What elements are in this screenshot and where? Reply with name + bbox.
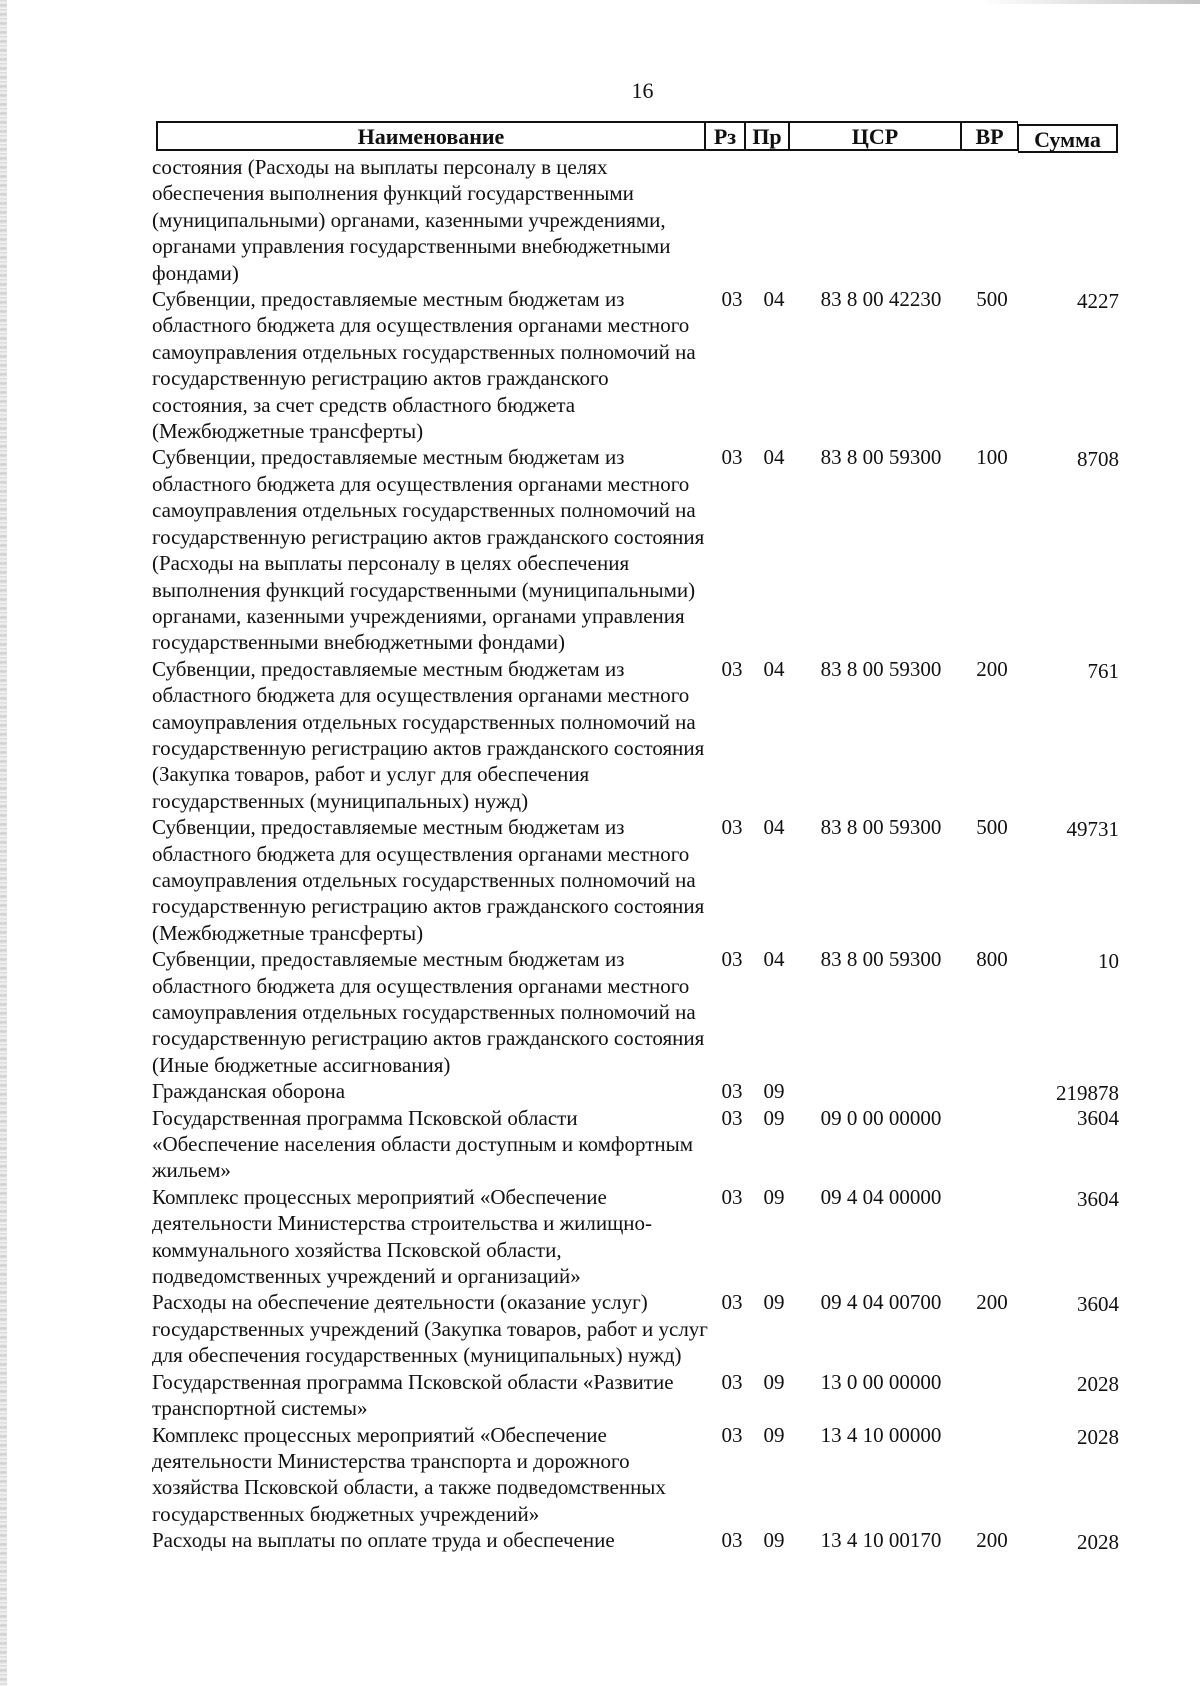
table-header bbox=[152, 121, 1120, 154]
row-rz: 03 bbox=[721, 1184, 743, 1209]
row-name: Государственная программа Псковской области «Развитие транспортной системы» bbox=[152, 1369, 674, 1421]
budget-table bbox=[152, 121, 1120, 1554]
row-name: Комплекс процессных мероприятий «Обеспечение деятельности Министерства строительства и жилищно-коммунального хозяйства Псковской области, подведомственных учреждений и организаций» bbox=[152, 1184, 652, 1289]
row-csr: 09 4 04 00000 bbox=[820, 1184, 942, 1209]
row-sum: 4227 bbox=[1077, 289, 1119, 314]
row-name: Комплекс процессных мероприятий «Обеспечение деятельности Министерства транспорта и дорожного хозяйства Псковской области, а также подведомственных государственных бюджетных учреждений» bbox=[152, 1422, 666, 1526]
row-vr: 800 bbox=[976, 947, 1008, 972]
row-pr: 04 bbox=[763, 947, 785, 972]
table-row bbox=[152, 1105, 1120, 1184]
row-sum: 10 bbox=[1098, 949, 1119, 974]
table-row bbox=[152, 1184, 1120, 1290]
row-name: Субвенции, предоставляемые местным бюджетам из областного бюджета для осуществления органами местного самоуправления отдельных государственных полномочий на государственную регистрацию актов гражданского состояния, за счет средств областного бюджета (Межбюджетные трансферты) bbox=[152, 287, 696, 444]
header-vr: ВР bbox=[961, 121, 1018, 151]
row-pr: 04 bbox=[763, 445, 785, 470]
row-rz: 03 bbox=[721, 1290, 743, 1315]
page-number: 16 bbox=[631, 78, 654, 103]
row-sum: 2028 bbox=[1077, 1530, 1119, 1555]
row-rz: 03 bbox=[721, 1105, 743, 1130]
row-pr: 04 bbox=[763, 656, 785, 681]
row-name: Субвенции, предоставляемые местным бюджетам из областного бюджета для осуществления органами местного самоуправления отдельных государственных полномочий на государственную регистрацию актов гражданского состояния (Межбюджетные трансферты) bbox=[152, 815, 705, 945]
row-name: Субвенции, предоставляемые местным бюджетам из областного бюджета для осуществления органами местного самоуправления отдельных государственных полномочий на государственную регистрацию актов гражданского состояния (Расходы на выплаты персоналу в целях обеспечения выполнения функций государственными (муниципальными) органами, казенными учреждениями, органами управления государственными внебюджетными фондами) bbox=[152, 445, 705, 655]
row-pr: 09 bbox=[763, 1422, 785, 1447]
row-sum: 219878 bbox=[1056, 1081, 1119, 1106]
row-pr: 09 bbox=[763, 1290, 785, 1315]
row-name: Гражданская оборона bbox=[152, 1079, 346, 1104]
table-row bbox=[152, 814, 1120, 946]
row-rz: 03 bbox=[721, 1422, 743, 1447]
row-name: Субвенции, предоставляемые местным бюджетам из областного бюджета для осуществления органами местного самоуправления отдельных государственных полномочий на государственную регистрацию актов гражданского состояния (Иные бюджетные ассигнования) bbox=[152, 947, 705, 1077]
row-rz: 03 bbox=[721, 947, 743, 972]
row-vr: 500 bbox=[976, 815, 1008, 840]
row-name: Государственная программа Псковской области «Обеспечение населения области доступным и комфортным жильем» bbox=[152, 1105, 694, 1183]
table-row bbox=[152, 1527, 1120, 1553]
row-sum: 2028 bbox=[1077, 1424, 1119, 1449]
row-pr: 09 bbox=[763, 1079, 785, 1104]
table-row bbox=[152, 1078, 1120, 1104]
row-pr: 04 bbox=[763, 287, 785, 312]
table-row bbox=[152, 1422, 1120, 1528]
row-sum: 3604 bbox=[1077, 1186, 1119, 1211]
table-row bbox=[152, 1369, 1120, 1422]
table-row bbox=[152, 946, 1120, 1078]
row-name: Расходы на обеспечение деятельности (оказание услуг) государственных учреждений (Закупка товаров, работ и услуг для обеспечения государственных (муниципальных) нужд) bbox=[152, 1290, 708, 1368]
row-name: Расходы на выплаты по оплате труда и обеспечение bbox=[152, 1528, 615, 1553]
row-csr: 83 8 00 42230 bbox=[820, 287, 942, 312]
row-pr: 09 bbox=[763, 1528, 785, 1553]
row-rz: 03 bbox=[721, 815, 743, 840]
header-pr: Пр bbox=[745, 121, 789, 151]
row-csr: 83 8 00 59300 bbox=[820, 445, 942, 470]
row-csr: 13 4 10 00170 bbox=[820, 1528, 942, 1553]
row-csr: 83 8 00 59300 bbox=[820, 815, 942, 840]
row-csr: 13 0 00 00000 bbox=[820, 1369, 942, 1394]
row-sum: 2028 bbox=[1077, 1371, 1119, 1396]
row-vr: 500 bbox=[976, 287, 1008, 312]
row-pr: 09 bbox=[763, 1184, 785, 1209]
row-csr: 09 4 04 00700 bbox=[820, 1290, 942, 1315]
row-name: состояния (Расходы на выплаты персоналу в целях обеспечения выполнения функций государственными (муниципальными) органами, казенными учреждениями, органами управления государственными внебюджетными фондами) bbox=[152, 155, 671, 285]
row-rz: 03 bbox=[721, 656, 743, 681]
header-name: Наименование bbox=[156, 121, 705, 151]
row-vr: 100 bbox=[976, 445, 1008, 470]
row-sum: 761 bbox=[1087, 658, 1119, 683]
row-csr: 83 8 00 59300 bbox=[820, 656, 942, 681]
row-sum: 49731 bbox=[1066, 817, 1119, 842]
row-rz: 03 bbox=[721, 445, 743, 470]
row-vr: 200 bbox=[976, 656, 1008, 681]
row-csr: 09 0 00 00000 bbox=[820, 1105, 942, 1130]
row-name: Субвенции, предоставляемые местным бюджетам из областного бюджета для осуществления органами местного самоуправления отдельных государственных полномочий на государственную регистрацию актов гражданского состояния (Закупка товаров, работ и услуг для обеспечения государственных (муниципальных) нужд) bbox=[152, 656, 705, 813]
table-row bbox=[152, 656, 1120, 814]
row-sum: 3604 bbox=[1077, 1292, 1119, 1317]
row-csr: 13 4 10 00000 bbox=[820, 1422, 942, 1447]
table-row bbox=[152, 1289, 1120, 1368]
row-rz: 03 bbox=[721, 1528, 743, 1553]
row-vr: 200 bbox=[976, 1290, 1008, 1315]
header-csr: ЦСР bbox=[789, 121, 961, 151]
row-rz: 03 bbox=[721, 1369, 743, 1394]
header-sum: Сумма bbox=[1018, 124, 1118, 153]
scan-border-top bbox=[980, 0, 1200, 4]
table-row bbox=[152, 286, 1120, 444]
row-vr: 200 bbox=[976, 1528, 1008, 1553]
row-rz: 03 bbox=[721, 1079, 743, 1104]
row-pr: 04 bbox=[763, 815, 785, 840]
row-pr: 09 bbox=[763, 1105, 785, 1130]
row-sum: 3604 bbox=[1077, 1105, 1119, 1130]
header-rz: Рз bbox=[705, 121, 745, 151]
scan-border-left bbox=[0, 0, 7, 1686]
table-row bbox=[152, 444, 1120, 655]
table-row bbox=[152, 154, 1120, 286]
row-pr: 09 bbox=[763, 1369, 785, 1394]
row-sum: 8708 bbox=[1077, 447, 1119, 472]
row-rz: 03 bbox=[721, 287, 743, 312]
row-csr: 83 8 00 59300 bbox=[820, 947, 942, 972]
